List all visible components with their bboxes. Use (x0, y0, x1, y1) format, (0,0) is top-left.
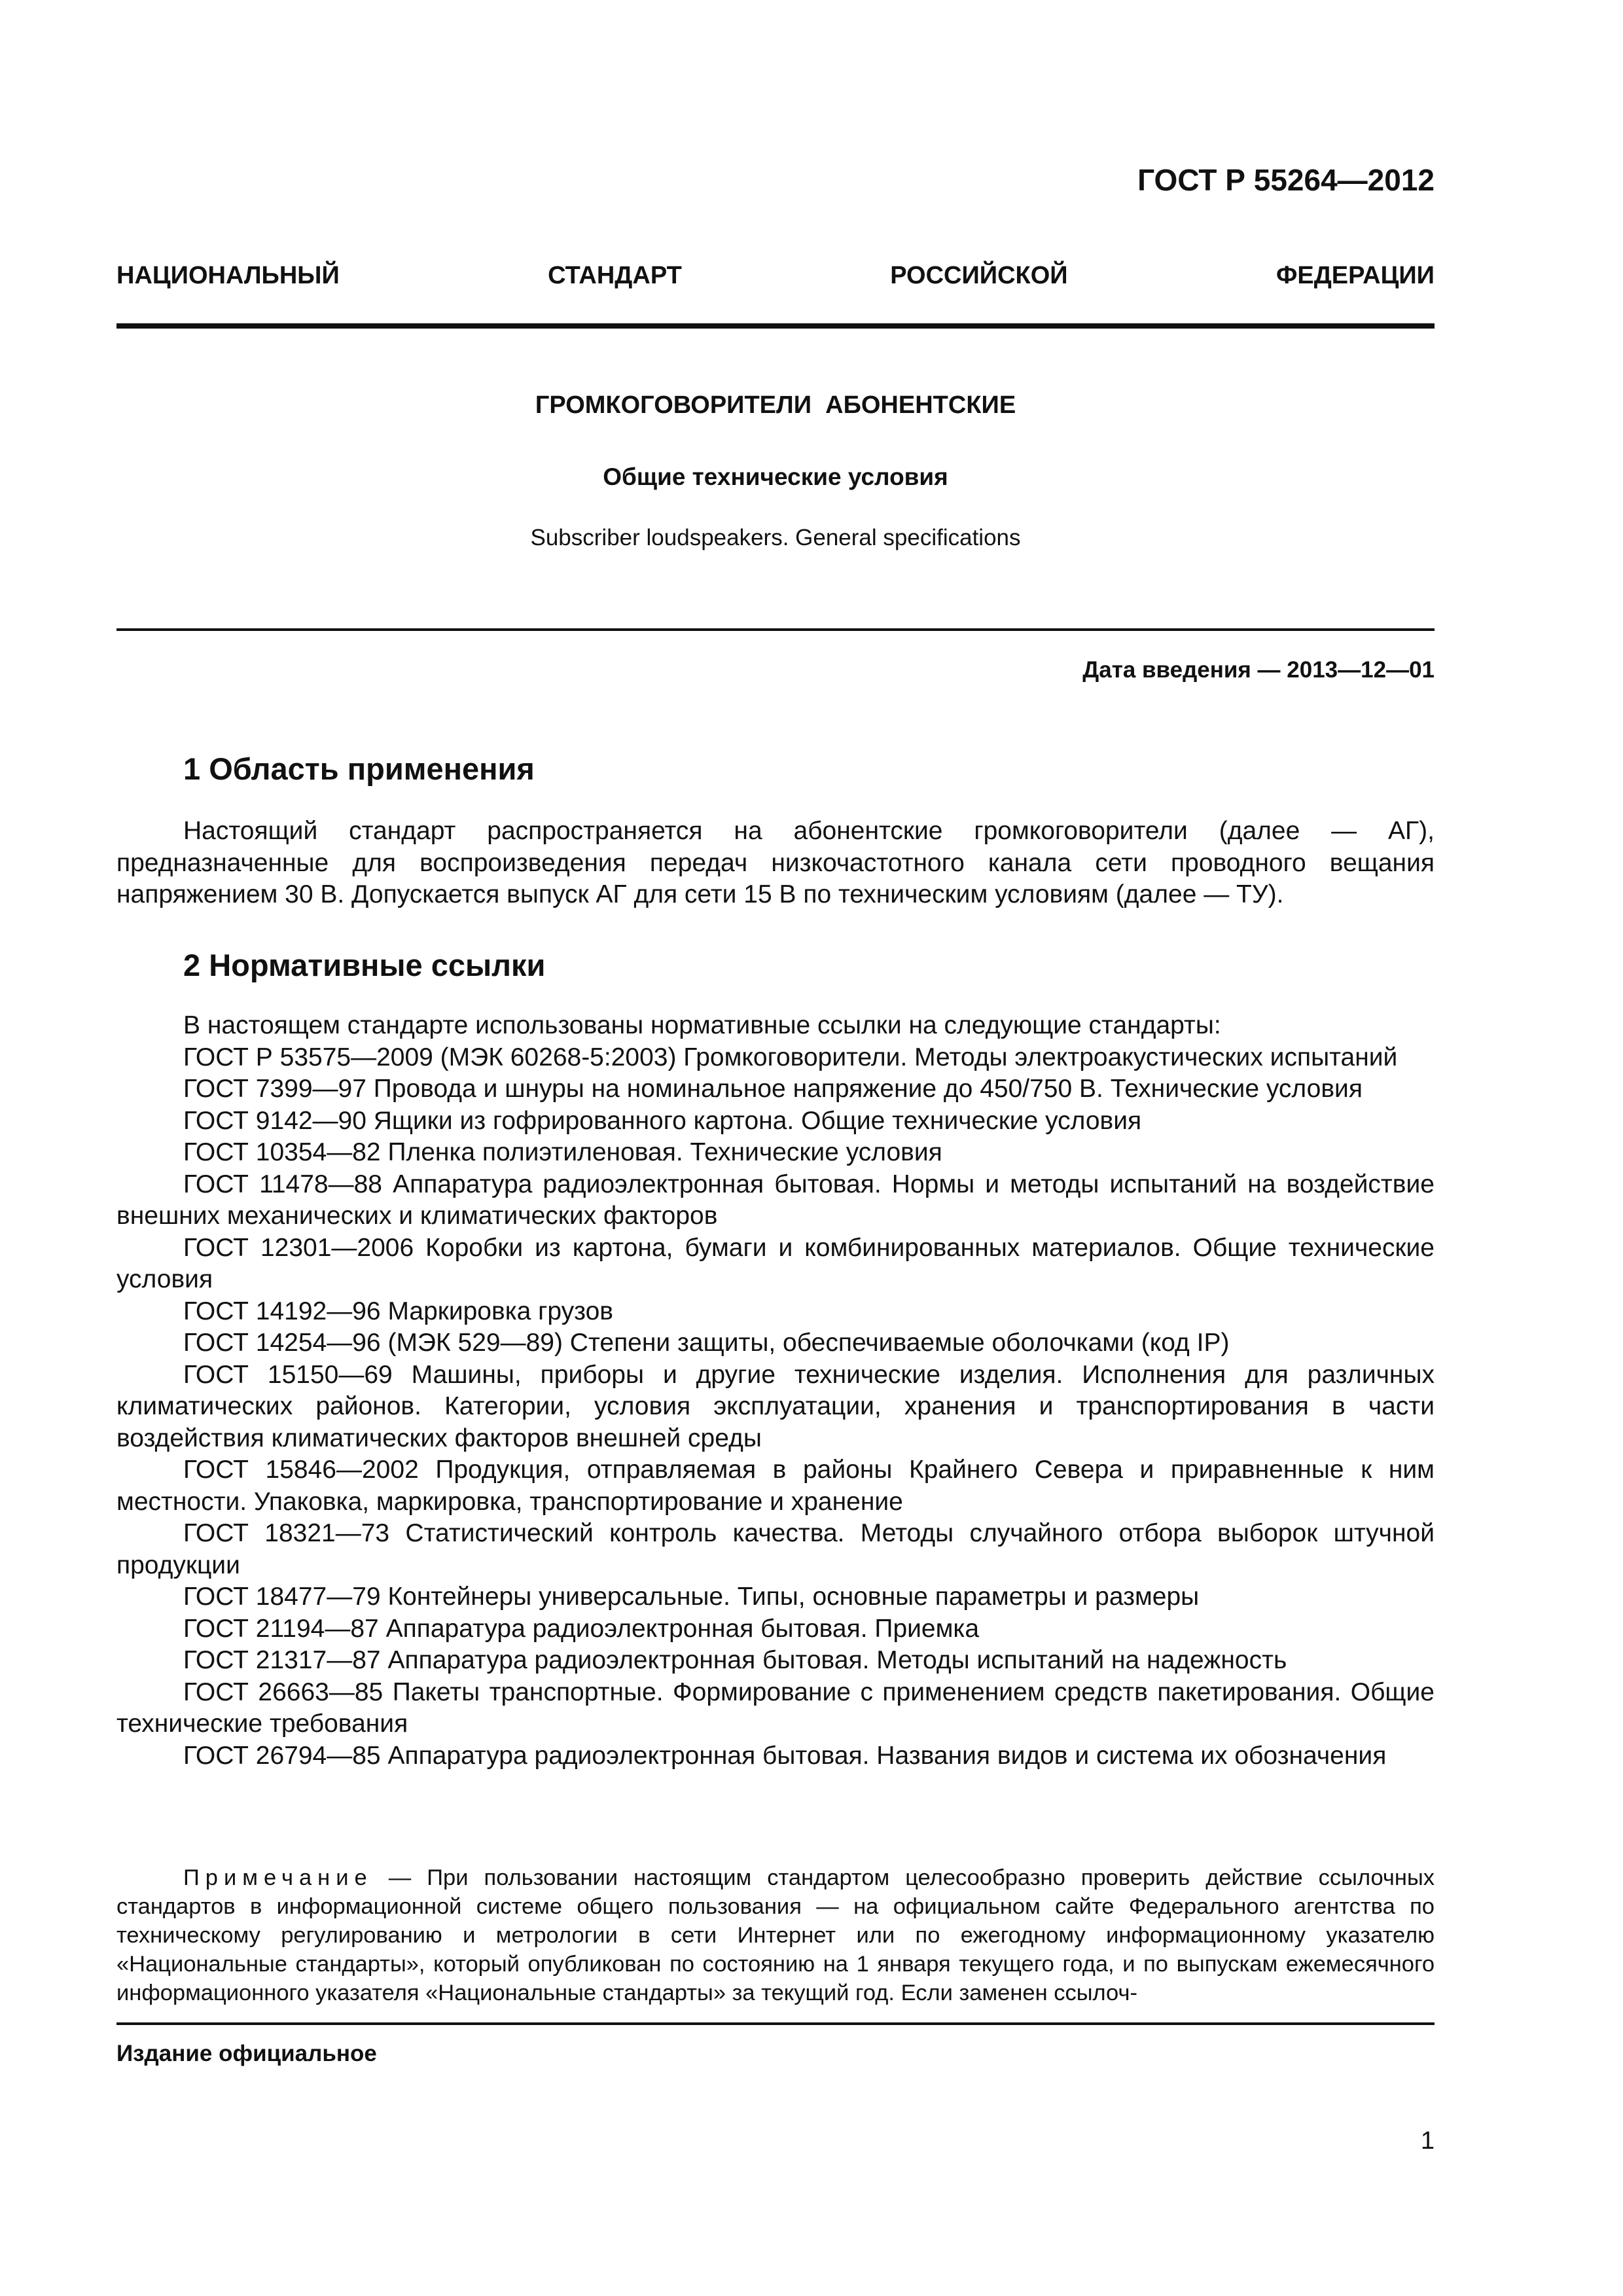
national-standard-banner (116, 262, 1435, 290)
reference-item: ГОСТ 15846—2002 Продукция, отправляемая в районы Крайнего Севера и приравненные к ним местности. Упаковка, маркировка, транспортирование и хранение (116, 1456, 1435, 1516)
reference-item: ГОСТ 26794—85 Аппаратура радиоэлектронная бытовая. Названия видов и система их обозначения (183, 1741, 1387, 1770)
note-text: — При пользовании настоящим стандартом целесообразно проверить действие ссылочных стандартов в информационной системе общего пользования — на официальном сайте Федерального агентства по техническому регулированию и метрологии в сети Интернет или по ежегодному информационному указателю «Национальные стандарты», который опубликован по состоянию на 1 января текущего года, и по выпускам ежемесячного информационного указателя «Национальные стандарты» за текущий год. Если заменен ссылоч- (116, 1865, 1435, 2005)
introduction-date: Дата введения — 2013—12—01 (1082, 657, 1435, 683)
page-number: 1 (1420, 2127, 1435, 2155)
reference-item: ГОСТ Р 53575—2009 (МЭК 60268-5:2003) Громкоговорители. Методы электроакустических испытаний (183, 1043, 1398, 1071)
footer-divider (116, 2022, 1435, 2025)
reference-item: ГОСТ 21194—87 Аппаратура радиоэлектронная бытовая. Приемка (183, 1614, 980, 1643)
document-subtitle: Общие технические условия (603, 463, 948, 490)
reference-item: ГОСТ 21317—87 Аппаратура радиоэлектронная бытовая. Методы испытаний на надежность (183, 1646, 1287, 1674)
reference-item: ГОСТ 14192—96 Маркировка грузов (183, 1297, 613, 1325)
banner-word: СТАНДАРТ (548, 262, 682, 289)
title-divider (116, 628, 1435, 631)
note-label: Примечание (183, 1865, 373, 1890)
reference-item: ГОСТ 18477—79 Контейнеры универсальные. Типы, основные параметры и размеры (183, 1583, 1200, 1611)
reference-item: ГОСТ 15150—69 Машины, приборы и другие технические изделия. Исполнения для различных климатических районов. Категории, условия эксплуатации, хранения и транспортирования в части воздействия климатических факторов внешней среды (116, 1360, 1435, 1452)
paragraph: В настоящем стандарте использованы нормативные ссылки на следующие стандарты: (183, 1011, 1221, 1039)
section-body-scope (116, 816, 1435, 911)
reference-item: ГОСТ 26663—85 Пакеты транспортные. Формирование с применением средств пакетирования. Общие технические требования (116, 1677, 1435, 1738)
paragraph: Настоящий стандарт распространяется на абонентские громкоговорители (далее — АГ), предназначенные для воспроизведения передач низкочастотного канала сети проводного вещания напряжением 30 В. Допускается выпуск АГ для сети 15 В по техническим условиям (далее — ТУ). (116, 817, 1435, 908)
reference-item: ГОСТ 9142—90 Ящики из гофрированного картона. Общие технические условия (183, 1106, 1142, 1135)
standard-number: ГОСТ Р 55264—2012 (1137, 163, 1435, 197)
banner-word: РОССИЙСКОЙ (890, 262, 1068, 289)
document-title: ГРОМКОГОВОРИТЕЛИ АБОНЕНТСКИЕ (535, 391, 1016, 419)
document-title-english: Subscriber loudspeakers. General specifications (530, 525, 1021, 550)
reference-item: ГОСТ 18321—73 Статистический контроль качества. Методы случайного отбора выборок штучной продукции (116, 1519, 1435, 1579)
section-heading-scope: 1 Область применения (183, 751, 535, 786)
note-block (116, 1863, 1435, 2007)
section-body-references (116, 1010, 1435, 1772)
reference-item: ГОСТ 14254—96 (МЭК 529—89) Степени защиты, обеспечиваемые оболочками (код IP) (183, 1329, 1230, 1357)
reference-item: ГОСТ 10354—82 Пленка полиэтиленовая. Технические условия (183, 1138, 942, 1166)
banner-word: НАЦИОНАЛЬНЫЙ (116, 262, 340, 289)
reference-item: ГОСТ 12301—2006 Коробки из картона, бумаги и комбинированных материалов. Общие технические условия (116, 1233, 1435, 1293)
header-divider (116, 323, 1435, 329)
reference-item: ГОСТ 11478—88 Аппаратура радиоэлектронная бытовая. Нормы и методы испытаний на воздействие внешних механических и климатических факторов (116, 1170, 1435, 1230)
banner-word: ФЕДЕРАЦИИ (1275, 262, 1435, 289)
section-heading-references: 2 Нормативные ссылки (183, 948, 546, 982)
official-edition-label: Издание официальное (116, 2041, 377, 2066)
reference-item: ГОСТ 7399—97 Провода и шнуры на номинальное напряжение до 450/750 В. Технические условия (183, 1075, 1363, 1103)
